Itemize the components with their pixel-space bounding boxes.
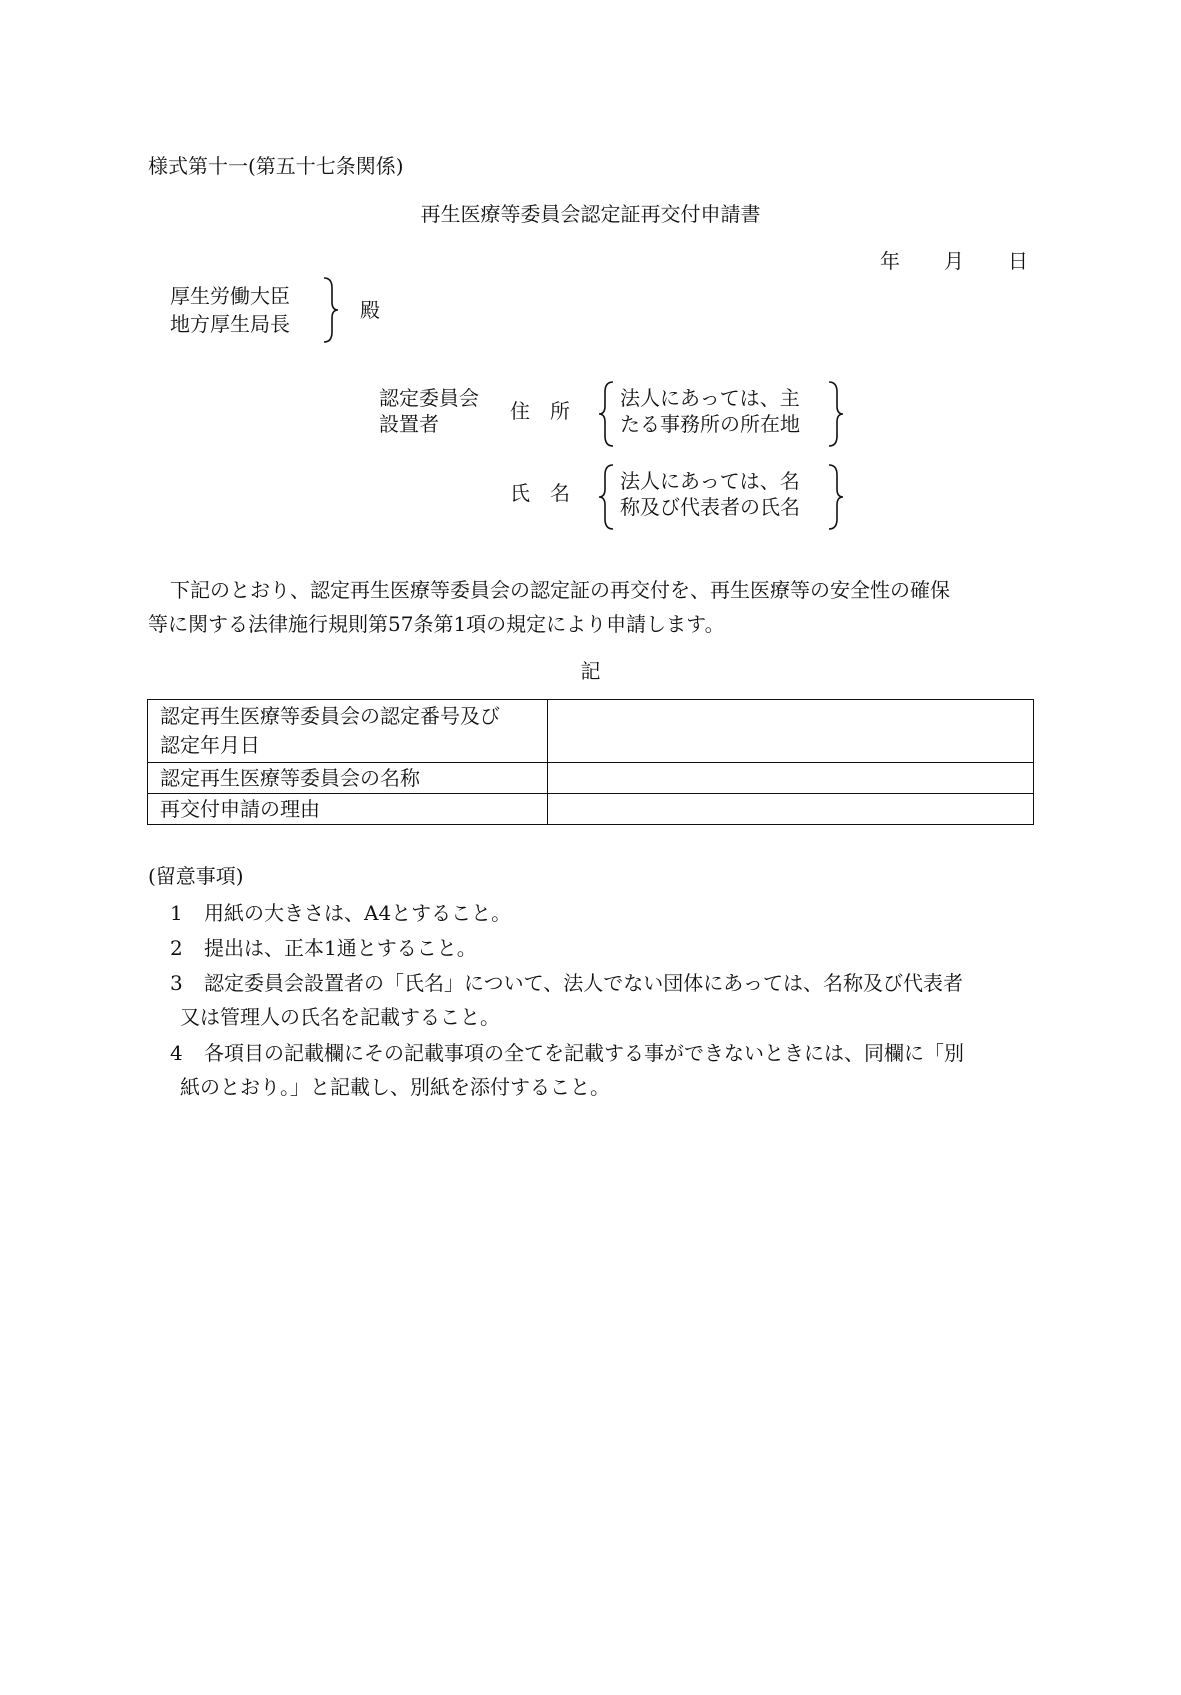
reissue-reason-value-cell[interactable] — [548, 794, 1034, 825]
table-row — [148, 700, 1034, 763]
date-month: 月 — [944, 249, 964, 273]
honorific: 殿 — [360, 298, 380, 322]
name-hint-line2: 称及び代表者の氏名 — [620, 495, 800, 519]
name-hint-line1: 法人にあっては、名 — [620, 469, 800, 493]
date-day: 日 — [1008, 249, 1028, 273]
cert-number-label-line2: 認定年月日 — [160, 733, 260, 757]
body-text-line1: 下記のとおり、認定再生医療等委員会の認定証の再交付を、再生医療等の安全性の確保 — [170, 578, 950, 602]
address-right-brace-icon — [826, 380, 844, 448]
note-text: 用紙の大きさは、A4とすること。 — [204, 901, 512, 925]
body-text-line2: 等に関する法律施行規則第57条第1項の規定により申請します。 — [148, 612, 725, 636]
address-left-brace-icon — [598, 380, 616, 448]
document-title: 再生医療等委員会認定証再交付申請書 — [420, 202, 761, 226]
note-item — [170, 936, 477, 960]
applicant-role-line1: 認定委員会 — [379, 386, 479, 410]
address-hint-line2: たる事務所の所在地 — [620, 412, 800, 436]
addressee-bureau: 地方厚生局長 — [170, 312, 290, 336]
cert-number-label-line1: 認定再生医療等委員会の認定番号及び — [160, 704, 500, 728]
committee-name-label: 認定再生医療等委員会の名称 — [148, 763, 548, 794]
cert-number-value-cell[interactable] — [548, 700, 1034, 763]
date-line — [880, 249, 1028, 273]
name-label: 氏 名 — [510, 481, 570, 505]
address-label: 住 所 — [510, 399, 570, 423]
note-number: 4 — [170, 1041, 183, 1065]
note-number: 1 — [170, 901, 183, 925]
note-text-continued: 又は管理人の氏名を記載すること。 — [180, 1005, 500, 1029]
committee-name-value-cell[interactable] — [548, 763, 1034, 794]
name-right-brace-icon — [826, 463, 844, 531]
table-label-cell — [148, 700, 548, 763]
note-text: 認定委員会設置者の「氏名」について、法人でない団体にあっては、名称及び代表者 — [204, 971, 963, 995]
note-text: 提出は、正本1通とすること。 — [204, 936, 477, 960]
name-left-brace-icon — [598, 463, 616, 531]
date-year: 年 — [880, 249, 900, 273]
form-number: 様式第十一(第五十七条関係) — [148, 154, 404, 178]
notes-heading: (留意事項) — [148, 864, 244, 888]
table-row — [148, 763, 1034, 794]
table-row — [148, 794, 1034, 825]
reissue-reason-label: 再交付申請の理由 — [148, 794, 548, 825]
note-number: 3 — [170, 971, 183, 995]
addressee-right-brace-icon — [320, 276, 340, 344]
note-item — [170, 1041, 964, 1065]
addressee-minister: 厚生労働大臣 — [170, 284, 290, 308]
address-hint-line1: 法人にあっては、主 — [620, 386, 800, 410]
note-number: 2 — [170, 936, 183, 960]
note-item — [170, 901, 511, 925]
note-text-continued: 紙のとおり。」と記載し、別紙を添付すること。 — [180, 1075, 610, 1099]
note-text: 各項目の記載欄にその記載事項の全てを記載する事ができないときには、同欄に「別 — [204, 1041, 964, 1065]
applicant-role-line2: 設置者 — [379, 412, 439, 436]
ki-heading: 記 — [580, 659, 601, 683]
note-item — [170, 971, 963, 995]
application-table — [147, 699, 1034, 825]
